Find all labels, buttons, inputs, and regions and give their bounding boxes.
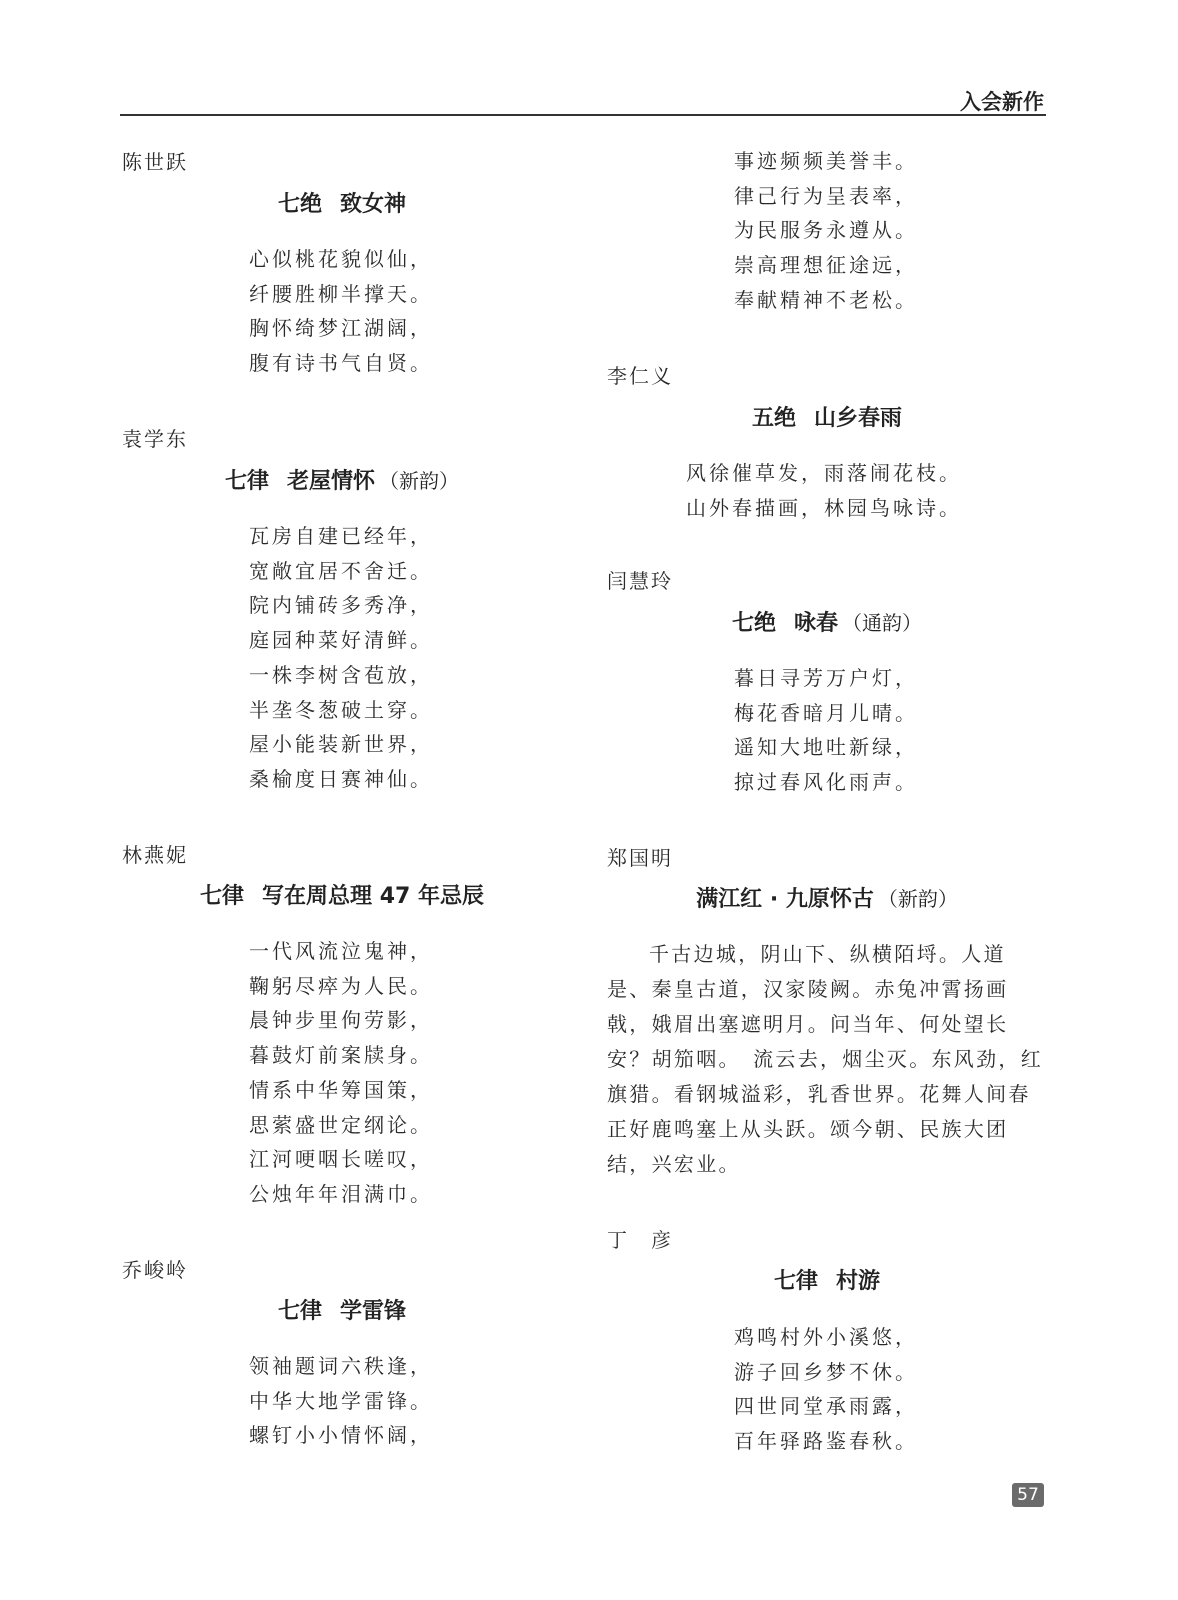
poem-title xyxy=(607,401,1047,432)
poem-title-text: 满江红 · 九原怀古 xyxy=(696,887,874,912)
poem-line: 晨钟步里佝劳影， xyxy=(249,1008,433,1033)
poem-line: 四世同堂承雨露， xyxy=(734,1394,918,1419)
poem-author: 李仁义 xyxy=(607,364,673,388)
poem-form: 七律 xyxy=(200,884,245,909)
poem-line: 奉献精神不老松。 xyxy=(734,287,918,312)
poem-lines xyxy=(734,661,918,800)
poem-line: 为民服务永遵从。 xyxy=(734,218,918,243)
poem-lines xyxy=(249,934,433,1212)
poem-line: 思萦盛世定纲论。 xyxy=(249,1112,433,1137)
poem-line: 宽敞宜居不舍迁。 xyxy=(249,558,433,583)
poem-line: 事迹频频美誉丰。 xyxy=(734,149,918,173)
poem-line: 腹有诗书气自贤。 xyxy=(249,351,433,376)
poem-line: 心似桃花貌似仙， xyxy=(249,247,433,271)
poem-line: 梅花香暗月儿晴。 xyxy=(734,700,918,725)
poem-line: 暮鼓灯前案牍身。 xyxy=(249,1043,433,1068)
poem-line: 鞠躬尽瘁为人民。 xyxy=(249,973,433,998)
poem-line: 领袖题词六秩逢， xyxy=(249,1354,433,1378)
poem-line: 一株李树含苞放， xyxy=(249,662,433,687)
poem-line: 纤腰胜柳半撑天。 xyxy=(249,281,433,306)
poem-lines xyxy=(734,1320,918,1459)
poem-note: （新韵） xyxy=(877,887,958,911)
poem-line: 鸡鸣村外小溪悠， xyxy=(734,1325,918,1349)
poem-form: 七绝 xyxy=(731,611,776,636)
poem-line: 暮日寻芳万户灯， xyxy=(734,666,918,690)
poem-line: 律己行为呈表率， xyxy=(734,183,918,208)
poem-author: 林燕妮 xyxy=(122,843,188,867)
poem-line: 桑榆度日赛神仙。 xyxy=(249,766,433,791)
poem-line: 胸怀绮梦江湖阔， xyxy=(249,316,433,341)
poem-line: 院内铺砖多秀净， xyxy=(249,593,433,618)
poem-line: 屋小能装新世界， xyxy=(249,732,433,757)
header-rule xyxy=(120,114,1046,116)
poem-author: 丁 彦 xyxy=(607,1228,673,1252)
poem-line: 江河哽咽长嗟叹， xyxy=(249,1147,433,1172)
poem-title xyxy=(122,464,562,495)
poem-line: 庭园种菜好清鲜。 xyxy=(249,628,433,653)
poem-line: 中华大地学雷锋。 xyxy=(249,1388,433,1413)
poem-title-text: 写在周总理 47 年忌辰 xyxy=(262,884,484,909)
poem-line: 山外春描画，林园鸟咏诗。 xyxy=(686,495,962,520)
poem-line: 瓦房自建已经年， xyxy=(249,524,433,548)
poem-title-text: 老屋情怀 xyxy=(287,469,376,494)
poem-form: 七律 xyxy=(224,469,269,494)
poem-title-text: 学雷锋 xyxy=(340,1299,407,1324)
poem-line: 半垄冬葱破土穿。 xyxy=(249,697,433,722)
poem-title xyxy=(122,1294,562,1325)
poem-title xyxy=(122,187,562,218)
poem-title-text: 村游 xyxy=(836,1269,881,1294)
poem-line: 公烛年年泪满巾。 xyxy=(249,1181,433,1206)
poem-line: 崇高理想征途远， xyxy=(734,253,918,278)
section-title: 入会新作 xyxy=(960,90,1044,114)
poem-line: 螺钉小小情怀阔， xyxy=(249,1423,433,1448)
poem-note: （新韵） xyxy=(379,469,460,493)
poem-line: 一代风流泣鬼神， xyxy=(249,939,433,963)
poem-lines xyxy=(249,1349,433,1453)
poem-title-text: 咏春 xyxy=(794,611,839,636)
poem-lines xyxy=(249,519,433,797)
poem-form: 七律 xyxy=(773,1269,818,1294)
poem-line: 情系中华筹国策， xyxy=(249,1077,433,1102)
poem-author: 乔峻岭 xyxy=(122,1258,188,1282)
poem-line: 风徐催草发，雨落闹花枝。 xyxy=(686,461,962,485)
poem-title xyxy=(607,606,1047,637)
poem-title xyxy=(607,882,1047,913)
page-number: 57 xyxy=(1012,1483,1044,1507)
poem-line: 百年驿路鉴春秋。 xyxy=(734,1429,918,1454)
poem-title xyxy=(122,879,562,910)
poem-line: 掠过春风化雨声。 xyxy=(734,770,918,795)
poem-title-text: 山乡春雨 xyxy=(814,406,903,431)
poem-lines xyxy=(686,456,962,525)
poem-author: 闫慧玲 xyxy=(607,569,673,593)
poem-prose xyxy=(607,937,1047,1182)
poem-note: （通韵） xyxy=(842,611,923,635)
poem-lines xyxy=(249,242,433,381)
poem-line: 遥知大地吐新绿， xyxy=(734,735,918,760)
poem-title xyxy=(607,1264,1047,1295)
poem-form: 七律 xyxy=(277,1299,322,1324)
poem-form: 五绝 xyxy=(751,406,796,431)
poem-prose-text: 千古边城，阴山下、纵横陌埒。人道是、秦皇古道，汉家陵阙。赤兔冲霄扬画戟，娥眉出塞遮明月。问当年、何处望长安？胡笳咽。 流云去，烟尘灭。东风劲，红旗猎。看钢城溢彩，乳香世界。花舞人间春正好鹿鸣塞上从头跃。颂今朝、民族大团结，兴宏业。 xyxy=(607,942,1043,1176)
poem-author: 袁学东 xyxy=(122,427,188,451)
poem-form: 七绝 xyxy=(277,192,322,217)
poem-title-text: 致女神 xyxy=(340,192,407,217)
poem-author: 郑国明 xyxy=(607,846,673,870)
poem-lines-continued xyxy=(734,144,918,318)
poem-author: 陈世跃 xyxy=(122,150,188,174)
poem-line: 游子回乡梦不休。 xyxy=(734,1359,918,1384)
